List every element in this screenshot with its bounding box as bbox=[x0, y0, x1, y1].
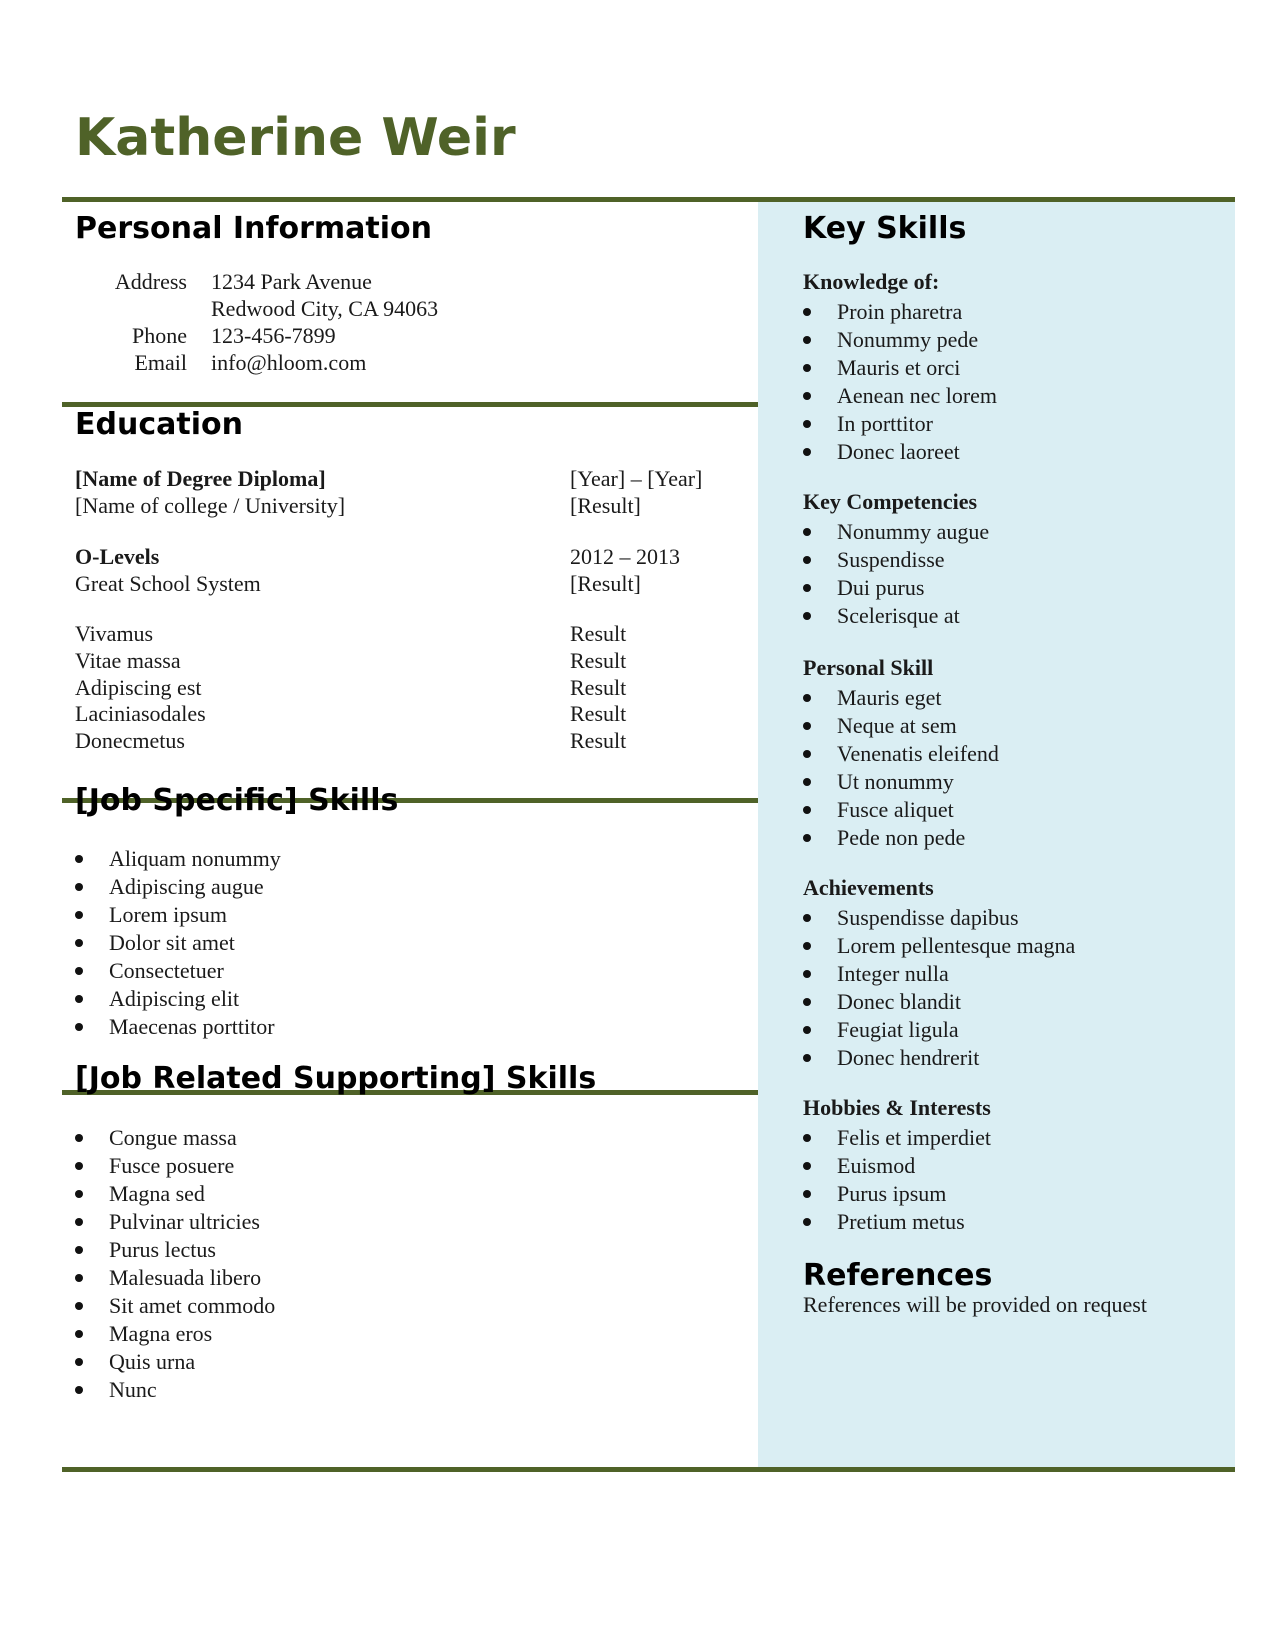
list-item: Dui purus bbox=[801, 574, 989, 602]
list-item: Felis et imperdiet bbox=[801, 1124, 991, 1152]
subject-name: Donecmetus bbox=[75, 728, 185, 753]
subject-result: Result bbox=[570, 648, 627, 673]
list-item: Nonummy augue bbox=[801, 518, 989, 546]
hobbies-list bbox=[801, 1124, 991, 1236]
list-item: Venenatis eleifend bbox=[801, 740, 999, 768]
list-item: Adipiscing elit bbox=[73, 985, 281, 1013]
phone-row bbox=[75, 322, 715, 350]
phone-label: Phone bbox=[132, 323, 187, 348]
list-item: Lorem pellentesque magna bbox=[801, 932, 1075, 960]
achievements-list bbox=[801, 904, 1075, 1072]
education-heading: Education bbox=[75, 407, 243, 442]
resume-frame bbox=[62, 197, 1235, 1472]
list-item: Mauris et orci bbox=[801, 354, 997, 382]
school-name: Great School System bbox=[75, 571, 261, 596]
achievements-heading: Achievements bbox=[803, 875, 934, 900]
candidate-name: Katherine Weir bbox=[75, 108, 516, 168]
email-value: info@hloom.com bbox=[211, 350, 367, 375]
list-item: Mauris eget bbox=[801, 684, 999, 712]
list-item: Scelerisque at bbox=[801, 602, 989, 630]
list-item: Nonummy pede bbox=[801, 326, 997, 354]
personal-skill-list bbox=[801, 684, 999, 852]
address-line2: Redwood City, CA 94063 bbox=[211, 296, 439, 321]
address-row bbox=[75, 268, 715, 296]
list-item: Adipiscing augue bbox=[73, 873, 281, 901]
list-item: Sit amet commodo bbox=[73, 1292, 275, 1320]
top-divider bbox=[62, 197, 1235, 202]
subject-result: Result bbox=[570, 701, 627, 726]
list-item: In porttitor bbox=[801, 410, 997, 438]
subject-name: Vivamus bbox=[75, 621, 154, 646]
phone-value: 123-456-7899 bbox=[211, 323, 336, 348]
subject-name: Laciniasodales bbox=[75, 701, 206, 726]
list-item: Aliquam nonummy bbox=[73, 845, 281, 873]
competencies-list bbox=[801, 518, 989, 630]
hobbies-heading: Hobbies & Interests bbox=[803, 1095, 991, 1120]
list-item: Donec hendrerit bbox=[801, 1044, 1075, 1072]
references-heading: References bbox=[803, 1258, 993, 1293]
list-item: Quis urna bbox=[73, 1348, 275, 1376]
job-specific-heading: [Job Specific] Skills bbox=[75, 783, 399, 818]
olevels-title: O-Levels bbox=[75, 544, 160, 569]
subject-name: Vitae massa bbox=[75, 648, 181, 673]
list-item: Feugiat ligula bbox=[801, 1016, 1075, 1044]
list-item: Purus lectus bbox=[73, 1236, 275, 1264]
list-item: Pede non pede bbox=[801, 824, 999, 852]
subject-name: Adipiscing est bbox=[75, 675, 202, 700]
list-item: Purus ipsum bbox=[801, 1180, 991, 1208]
list-item: Dolor sit amet bbox=[73, 929, 281, 957]
list-item: Magna eros bbox=[73, 1320, 275, 1348]
list-item: Integer nulla bbox=[801, 960, 1075, 988]
list-item: Euismod bbox=[801, 1152, 991, 1180]
college-name: [Name of college / University] bbox=[75, 493, 346, 518]
job-specific-list bbox=[73, 845, 281, 1041]
email-label: Email bbox=[134, 350, 187, 375]
list-item: Pulvinar ultricies bbox=[73, 1208, 275, 1236]
list-item: Congue massa bbox=[73, 1124, 275, 1152]
subject-result: Result bbox=[570, 621, 627, 646]
degree-years: [Year] – [Year] bbox=[570, 466, 703, 491]
list-item: Ut nonummy bbox=[801, 768, 999, 796]
list-item: Maecenas porttitor bbox=[73, 1013, 281, 1041]
list-item: Donec laoreet bbox=[801, 438, 997, 466]
list-item: Fusce aliquet bbox=[801, 796, 999, 824]
degree-result: [Result] bbox=[570, 493, 641, 518]
olevels-result: [Result] bbox=[570, 571, 641, 596]
list-item: Donec blandit bbox=[801, 988, 1075, 1016]
list-item: Nunc bbox=[73, 1376, 275, 1404]
job-related-list bbox=[73, 1124, 275, 1404]
key-skills-heading: Key Skills bbox=[803, 211, 967, 246]
list-item: Consectetuer bbox=[73, 957, 281, 985]
list-item: Fusce posuere bbox=[73, 1152, 275, 1180]
degree-title: [Name of Degree Diploma] bbox=[75, 466, 326, 491]
address-row-2 bbox=[75, 295, 715, 323]
list-item: Lorem ipsum bbox=[73, 901, 281, 929]
list-item: Suspendisse dapibus bbox=[801, 904, 1075, 932]
job-related-heading: [Job Related Supporting] Skills bbox=[75, 1061, 597, 1096]
list-item: Proin pharetra bbox=[801, 298, 997, 326]
email-row bbox=[75, 349, 715, 377]
list-item: Malesuada libero bbox=[73, 1264, 275, 1292]
olevels-years: 2012 – 2013 bbox=[570, 544, 680, 569]
address-label: Address bbox=[114, 269, 187, 294]
list-item: Neque at sem bbox=[801, 712, 999, 740]
address-line1: 1234 Park Avenue bbox=[211, 269, 372, 294]
personal-info-heading: Personal Information bbox=[75, 211, 432, 246]
references-text: References will be provided on request bbox=[803, 1292, 1147, 1317]
knowledge-heading: Knowledge of: bbox=[803, 269, 940, 294]
list-item: Aenean nec lorem bbox=[801, 382, 997, 410]
personal-skill-heading: Personal Skill bbox=[803, 655, 934, 680]
list-item: Pretium metus bbox=[801, 1208, 991, 1236]
bottom-divider bbox=[62, 1467, 1235, 1472]
list-item: Magna sed bbox=[73, 1180, 275, 1208]
subject-result: Result bbox=[570, 675, 627, 700]
subject-result: Result bbox=[570, 728, 627, 753]
knowledge-list bbox=[801, 298, 997, 466]
list-item: Suspendisse bbox=[801, 546, 989, 574]
competencies-heading: Key Competencies bbox=[803, 489, 978, 514]
